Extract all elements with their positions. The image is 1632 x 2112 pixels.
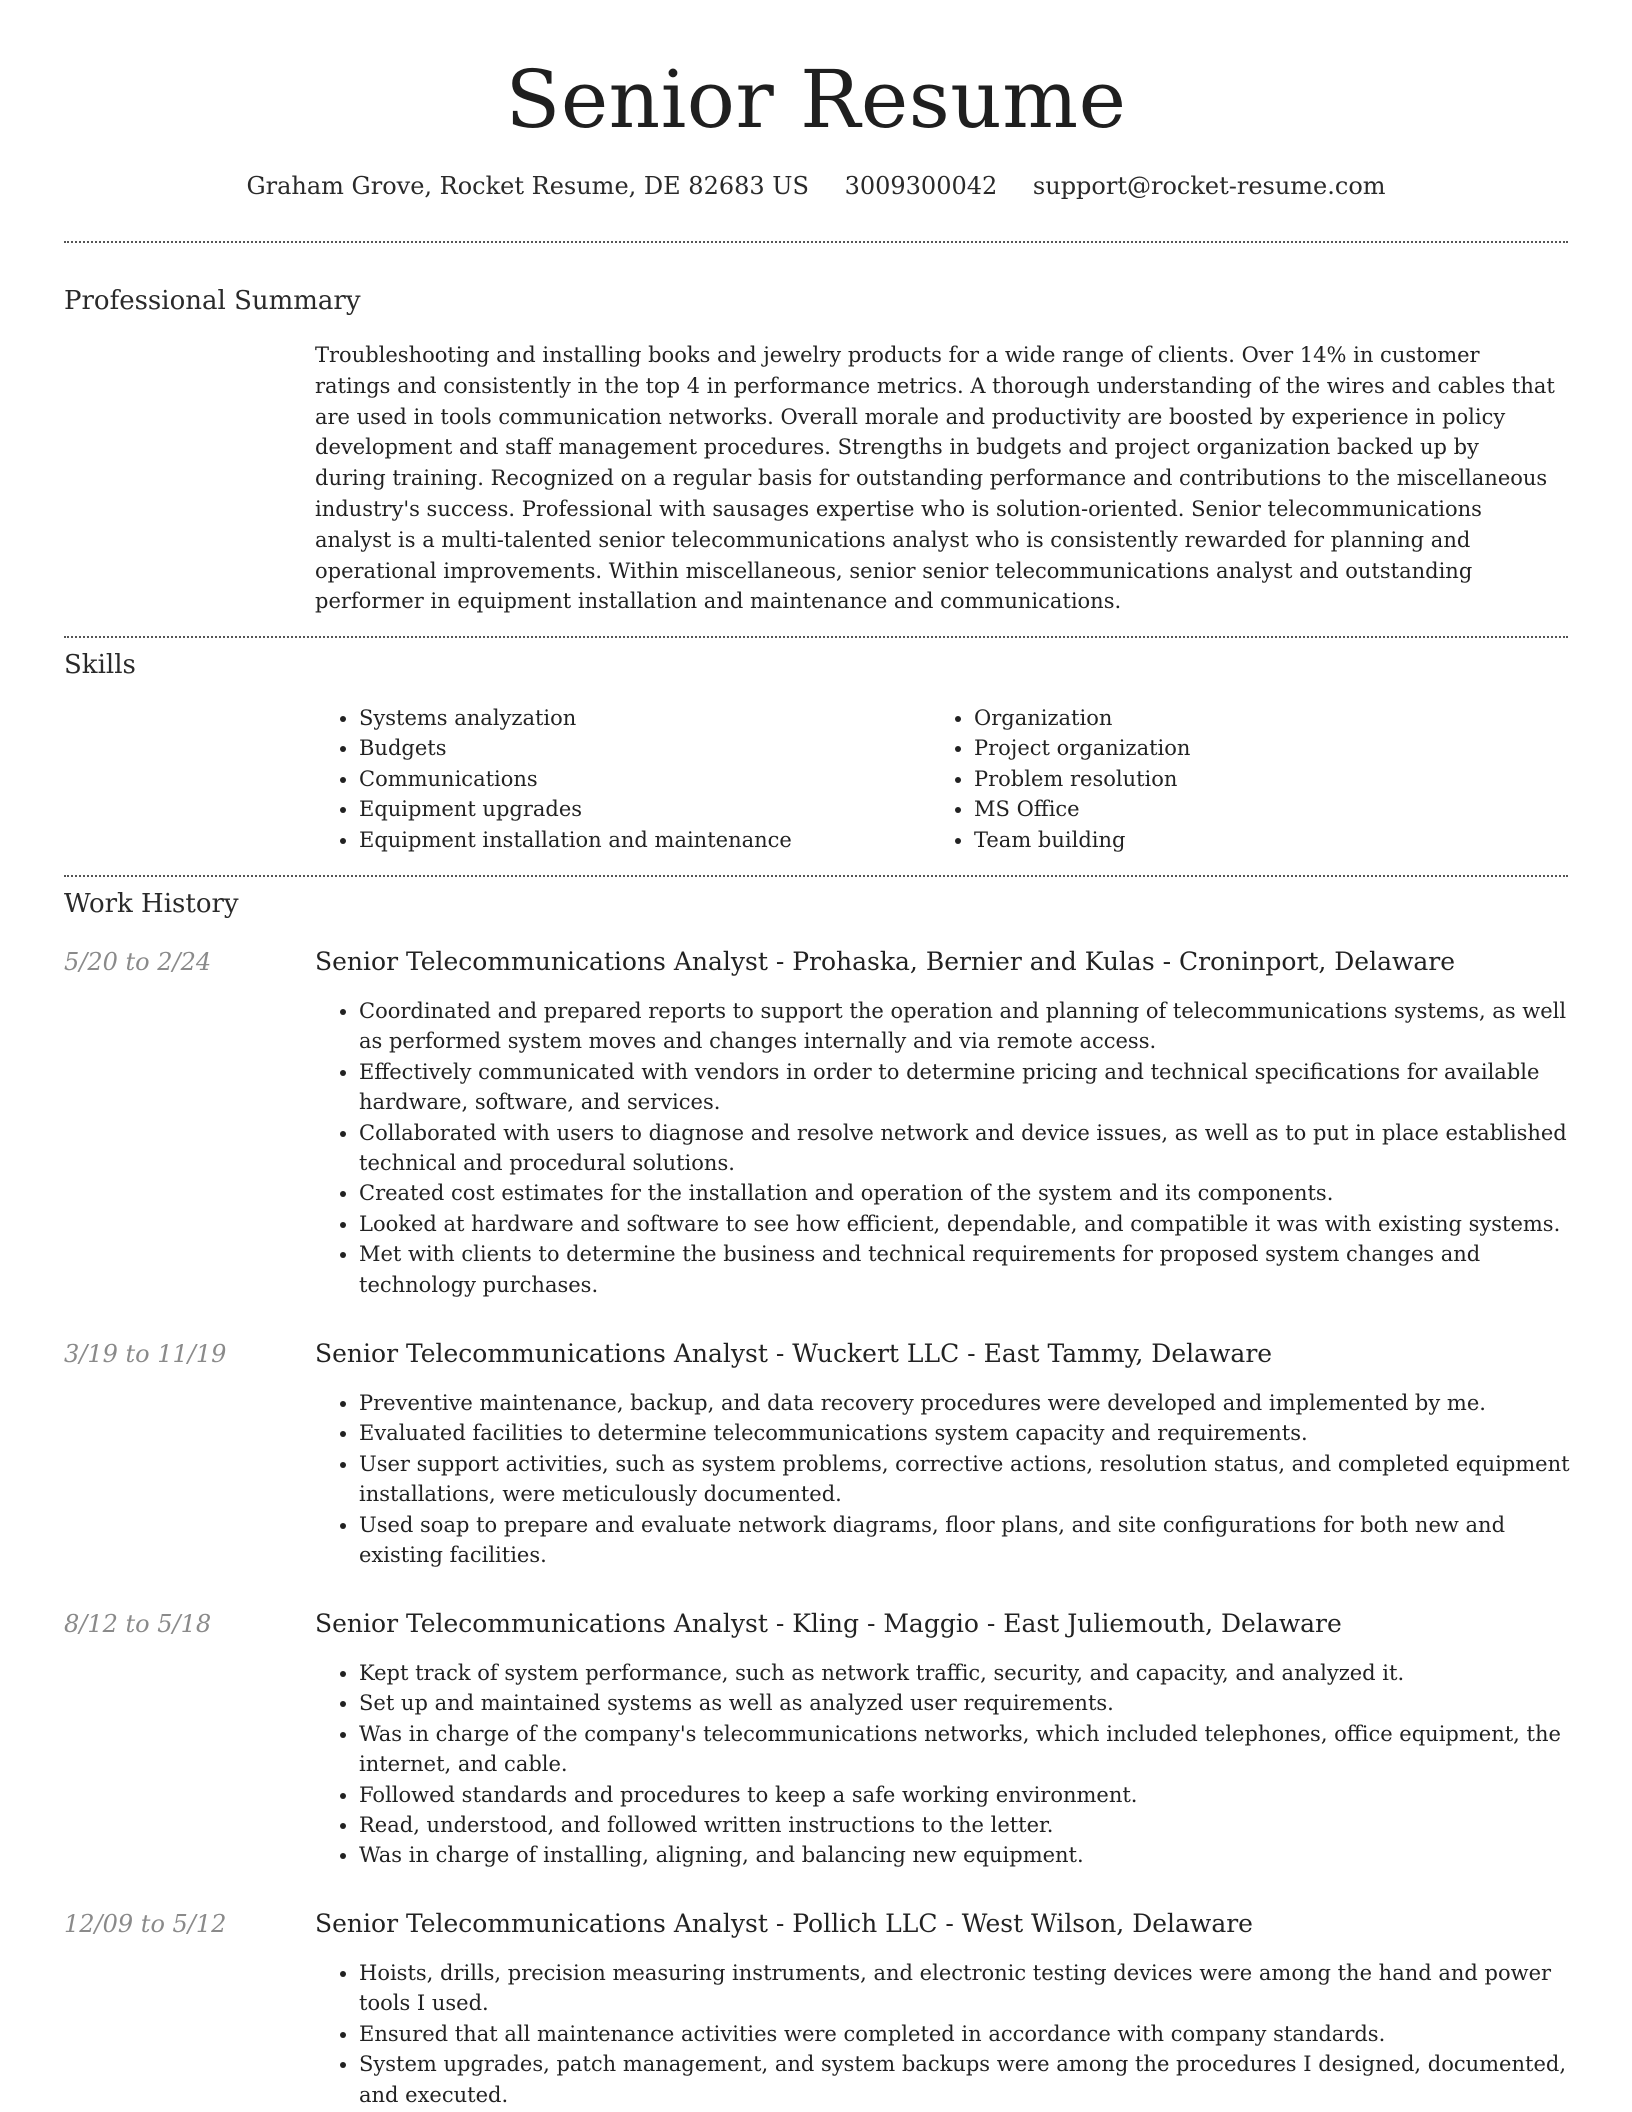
contact-address: Graham Grove, Rocket Resume, DE 82683 US [246,172,809,200]
skill-item: • Systems analyzation [359,703,915,733]
section-title-skills: Skills [64,650,136,680]
skill-item: • Problem resolution [974,764,1530,794]
job-bullets [315,1388,1575,1570]
job-bullet-list [315,1658,1575,1871]
section-title-summary: Professional Summary [64,286,361,316]
header-divider [64,241,1568,243]
job-bullet: • Used soap to prepare and evaluate network diagrams, floor plans, and site configurations for both new and existing facilities. [359,1510,1575,1571]
job-bullet: • Set up and maintained systems as well as analyzed user requirements. [359,1688,1575,1718]
job-bullet: • Preventive maintenance, backup, and data recovery procedures were developed and implemented by me. [359,1388,1575,1418]
job-bullet: • Met with clients to determine the business and technical requirements for proposed system changes and technology purchases. [359,1239,1575,1300]
skills-right-list [930,703,1530,855]
job-bullet-list [315,1388,1575,1570]
job-title: Senior Telecommunications Analyst - Kling - Maggio - East Juliemouth, Delaware [315,1609,1342,1638]
job-date: 8/12 to 5/18 [64,1610,212,1638]
job-bullet: • Coordinated and prepared reports to support the operation and planning of telecommunications systems, as well as performed system moves and changes internally and via remote access. [359,996,1575,1057]
job-bullets [315,1658,1575,1871]
job-bullet: • User support activities, such as system problems, corrective actions, resolution status, and completed equipment installations, were meticulously documented. [359,1449,1575,1510]
skills-left-column [315,703,915,855]
skill-item: • Equipment upgrades [359,794,915,824]
skills-divider [64,875,1568,877]
job-bullet: • Read, understood, and followed written instructions to the letter. [359,1810,1575,1840]
skill-item: • Team building [974,825,1530,855]
job-bullet: • Evaluated facilities to determine telecommunications system capacity and requirements. [359,1418,1575,1448]
job-bullet: • Hoists, drills, precision measuring instruments, and electronic testing devices were among the hand and power tools I used. [359,1958,1575,2019]
job-bullet: • Was in charge of the company's telecommunications networks, which included telephones, office equipment, the internet, and cable. [359,1719,1575,1780]
job-bullet: • Kept track of system performance, such as network traffic, security, and capacity, and analyzed it. [359,1658,1575,1688]
summary-text: Troubleshooting and installing books and jewelry products for a wide range of clients. Over 14% in customer ratings and consistently in the top 4 in performance metrics. A thorough understanding of the wires and cables that are used in tools communication networks. Overall morale and productivity are boosted by experience in policy development and staff management procedures. Strengths in budgets and project organization backed up by during training. Recognized on a regular basis for outstanding performance and contributions to the miscellaneous industry's success. Professional with sausages expertise who is solution-oriented. Senior telecommunications analyst is a multi-talented senior telecommunications analyst who is consistently rewarded for planning and operational improvements. Within miscellaneous, senior senior telecommunications analyst and outstanding performer in equipment installation and maintenance and communications. [315,343,1555,614]
job-bullet: • Looked at hardware and software to see how efficient, dependable, and compatible it was with existing systems. [359,1209,1575,1239]
job-bullets [315,996,1575,1300]
job-bullet: • System upgrades, patch management, and system backups were among the procedures I designed, documented, and executed. [359,2049,1575,2110]
skill-item: • Communications [359,764,915,794]
job-bullet: • Created cost estimates for the installation and operation of the system and its components. [359,1178,1575,1208]
job-bullet: • Effectively communicated with vendors in order to determine pricing and technical specifications for available hardware, software, and services. [359,1057,1575,1118]
job-title: Senior Telecommunications Analyst - Wuckert LLC - East Tammy, Delaware [315,1339,1273,1368]
section-title-work-history: Work History [64,889,239,919]
skill-item: • Organization [974,703,1530,733]
job-bullets [315,1958,1575,2110]
job-title: Senior Telecommunications Analyst - Pollich LLC - West Wilson, Delaware [315,1909,1253,1938]
job-bullet: • Was in charge of installing, aligning, and balancing new equipment. [359,1840,1575,1870]
skills-left-list [315,703,915,855]
job-bullet-list [315,1958,1575,2110]
contact-phone: 3009300042 [844,172,998,200]
skill-item: • MS Office [974,794,1530,824]
job-bullet: • Followed standards and procedures to keep a safe working environment. [359,1780,1575,1810]
skills-right-column [930,703,1530,855]
job-bullet: • Ensured that all maintenance activities were completed in accordance with company standards. [359,2019,1575,2049]
job-date: 12/09 to 5/12 [64,1910,227,1938]
skill-item: • Budgets [359,733,915,763]
job-bullet-list [315,996,1575,1300]
resume-title: Senior Resume [505,53,1127,146]
summary-divider [64,636,1568,638]
job-date: 3/19 to 11/19 [64,1340,227,1368]
job-title: Senior Telecommunications Analyst - Prohaska, Bernier and Kulas - Croninport, Delaware [315,947,1456,976]
contact-line [64,170,1568,202]
job-bullet: • Collaborated with users to diagnose and resolve network and device issues, as well as to put in place established technical and procedural solutions. [359,1118,1575,1179]
job-date: 5/20 to 2/24 [64,948,212,976]
skill-item: • Equipment installation and maintenance [359,825,915,855]
contact-email[interactable]: support@rocket-resume.com [1032,172,1386,200]
skill-item: • Project organization [974,733,1530,763]
